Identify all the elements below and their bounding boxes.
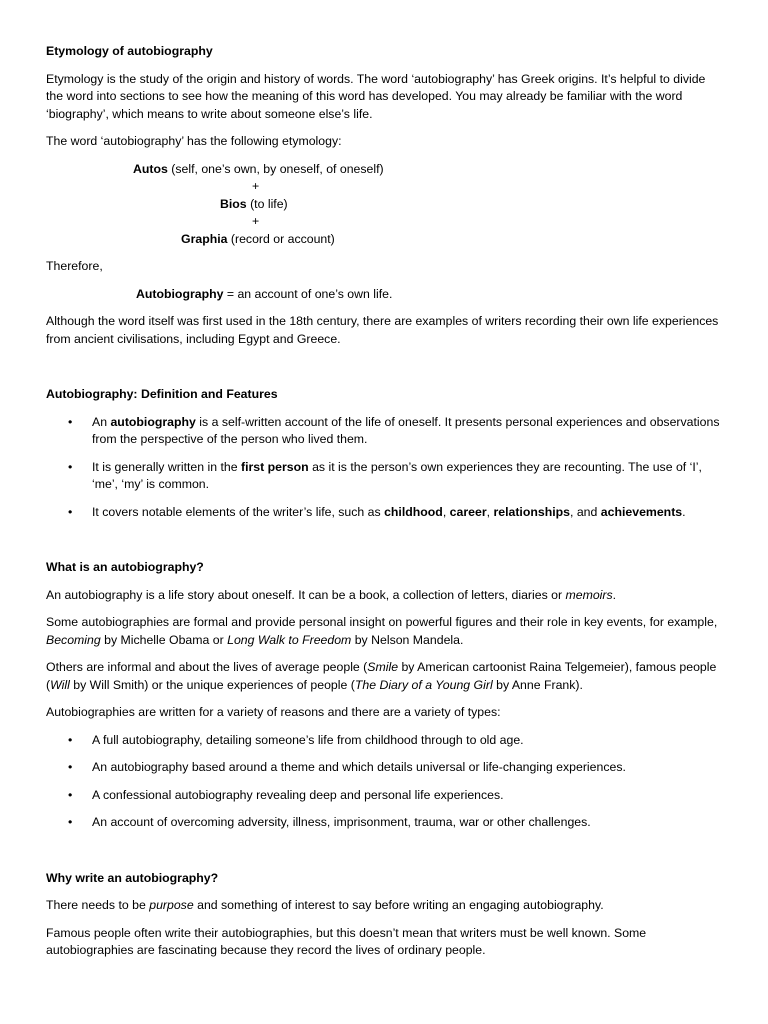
what-is-paragraph-2	[46, 614, 722, 649]
list-item	[46, 759, 722, 777]
list-item	[46, 414, 722, 449]
graphia-line	[46, 231, 722, 249]
list-item-text: A full autobiography, detailing someone’s life from childhood through to old age.	[92, 732, 524, 747]
book-title: Long Walk to Freedom	[227, 632, 352, 647]
list-item	[46, 787, 722, 805]
bullet-icon: •	[68, 815, 73, 829]
bullet-icon: •	[68, 504, 73, 519]
therefore-paragraph: Therefore,	[46, 259, 103, 273]
autobiography-term: Autobiography	[136, 286, 224, 301]
text-run: by Will Smith) or the unique experiences of people (	[69, 677, 355, 692]
text-run: An	[92, 414, 111, 429]
bold-text: achievements	[600, 504, 683, 519]
book-title: Becoming	[46, 632, 101, 647]
text-run: Some autobiographies are formal and provide personal insight on powerful figures and their role in key events, for example,	[46, 615, 718, 629]
why-write-paragraph-2: Famous people often write their autobiographies, but this doesn’t mean that writers must be well known. Some autobiographies are fascinating because they record the lives of ordinary people.	[46, 925, 647, 957]
list-item	[46, 459, 722, 494]
text-run: is a self-written account of the life of oneself. It presents personal experiences and observations from the perspective of the person who lived them.	[92, 414, 720, 446]
heading-what-is: What is an autobiography?	[46, 560, 204, 574]
list-item-text: An account of overcoming adversity, illness, imprisonment, trauma, war or other challenges.	[92, 815, 591, 829]
graphia-term: Graphia	[181, 231, 228, 246]
text-run: as it is the person’s own experiences they are recounting. The use of ‘I’, ‘me’, ‘my’ is common.	[92, 459, 702, 491]
graphia-definition: (record or account)	[227, 231, 335, 246]
text-run: by Michelle Obama or	[100, 632, 228, 647]
etymology-lead-paragraph: The word ‘autobiography’ has the following etymology:	[46, 134, 342, 148]
why-write-paragraph-1	[46, 897, 722, 915]
book-title: The Diary of a Young Girl	[354, 677, 493, 692]
heading-definition-features: Autobiography: Definition and Features	[46, 387, 278, 401]
list-item-text: An autobiography based around a theme and which details universal or life-changing experiences.	[92, 760, 626, 774]
text-run: ,	[486, 504, 494, 519]
bullet-icon: •	[68, 787, 73, 802]
etymology-intro-paragraph: Etymology is the study of the origin and history of words. The word ‘autobiography’ has Greek origins. It’s helpful to divide the word into sections to see how the meaning of this word has developed. You may already be familiar with the word ‘biography’, which means to write about someone else’s life.	[46, 71, 706, 121]
what-is-paragraph-3	[46, 659, 722, 694]
text-run: An autobiography is a life story about oneself. It can be a book, a collection of letters, diaries or	[46, 587, 566, 602]
plus-sign: +	[252, 179, 260, 193]
italic-text: memoirs	[565, 587, 613, 602]
section-spacer	[46, 358, 722, 386]
bold-text: relationships	[493, 504, 570, 519]
what-is-paragraph-1	[46, 587, 722, 605]
autobiography-definition-line	[46, 286, 722, 304]
list-item	[46, 504, 722, 522]
list-item	[46, 732, 722, 750]
text-run: .	[612, 587, 617, 602]
bullet-icon: •	[68, 459, 73, 474]
section-spacer	[46, 842, 722, 870]
text-run: It is generally written in the	[92, 459, 241, 474]
text-run: It covers notable elements of the writer’s life, such as	[92, 504, 385, 519]
text-run: , and	[570, 504, 601, 519]
book-title: Will	[50, 677, 70, 692]
text-run: by Anne Frank).	[492, 677, 583, 692]
list-item-text: A confessional autobiography revealing deep and personal life experiences.	[92, 787, 504, 802]
autobiography-definition: = an account of one’s own life.	[223, 286, 393, 301]
plus-sign: +	[252, 214, 260, 228]
autos-term: Autos	[133, 161, 168, 176]
document-body	[46, 43, 722, 970]
autos-definition: (self, one’s own, by oneself, of oneself)	[167, 161, 384, 176]
heading-etymology: Etymology of autobiography	[46, 44, 213, 58]
bullet-icon: •	[68, 732, 73, 747]
text-run: by Nelson Mandela.	[351, 632, 464, 647]
text-run: .	[682, 504, 686, 519]
heading-why-write: Why write an autobiography?	[46, 870, 219, 885]
bullet-icon: •	[68, 414, 73, 429]
types-list	[46, 732, 722, 832]
book-title: Smile	[367, 660, 399, 674]
list-item	[46, 814, 722, 832]
bold-text: autobiography	[110, 414, 196, 429]
bold-text: career	[449, 504, 487, 519]
bios-definition: (to life)	[246, 196, 288, 211]
bold-text: childhood	[384, 504, 443, 519]
history-paragraph: Although the word itself was first used in the 18th century, there are examples of writers recording their own life experiences from ancient civilisations, including Egypt and Greece.	[46, 314, 719, 346]
autos-line	[46, 161, 722, 179]
text-run: There needs to be	[46, 898, 150, 912]
text-run: Others are informal and about the lives of average people (	[46, 660, 368, 674]
section-spacer	[46, 531, 722, 559]
bullet-icon: •	[68, 760, 73, 774]
features-list	[46, 414, 722, 522]
etymology-breakdown	[46, 161, 722, 249]
bold-text: first person	[241, 459, 309, 474]
what-is-paragraph-4: Autobiographies are written for a variety of reasons and there are a variety of types:	[46, 705, 501, 719]
bios-term: Bios	[220, 196, 247, 211]
text-run: and something of interest to say before writing an engaging autobiography.	[193, 898, 604, 912]
italic-text: purpose	[149, 898, 194, 912]
bios-line	[46, 196, 722, 214]
text-run: ,	[442, 504, 450, 519]
text-run: by American cartoonist Raina Telgemeier), famous people (	[46, 660, 717, 692]
